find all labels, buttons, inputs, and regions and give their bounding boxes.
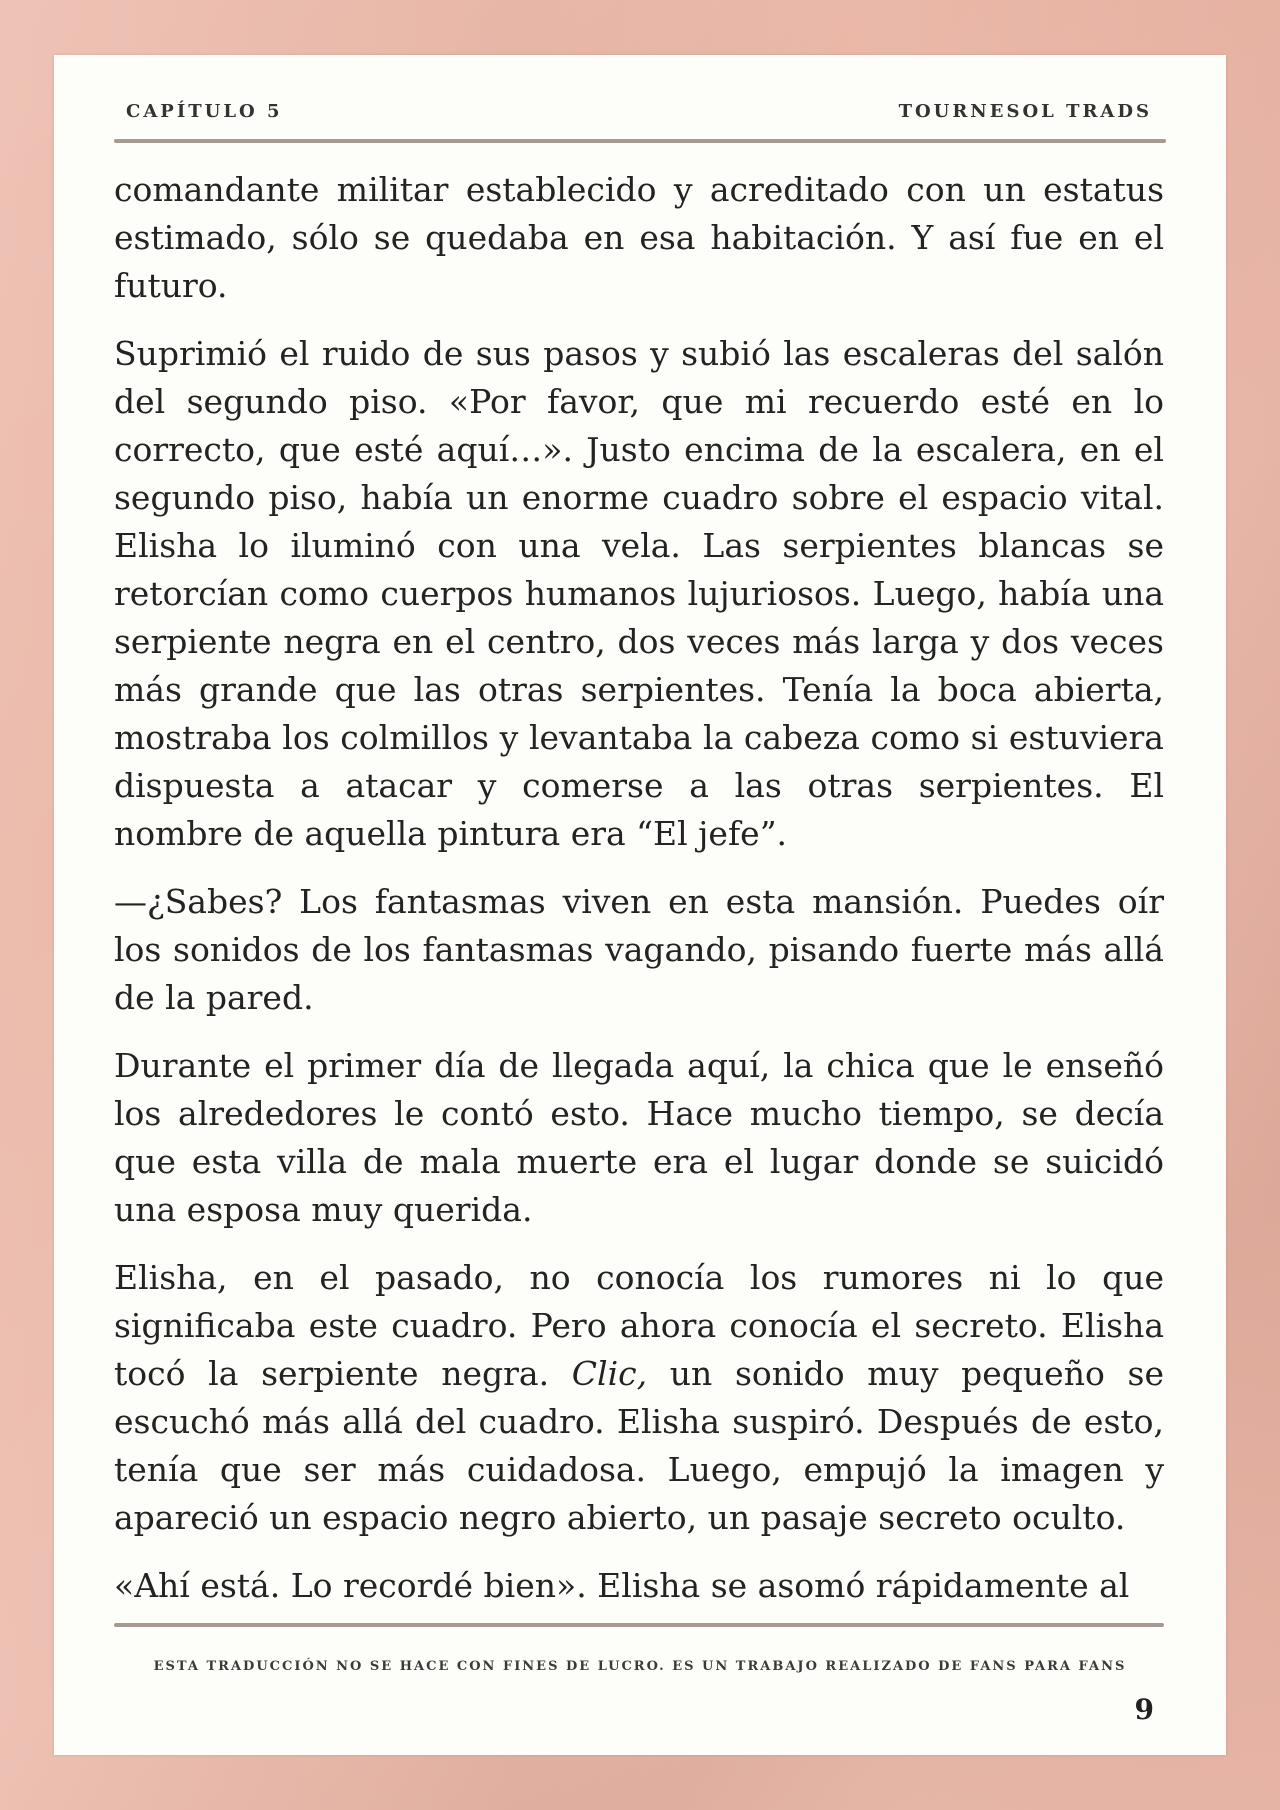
page-header: [114, 101, 1166, 141]
group-label: TOURNESOL TRADS: [898, 101, 1152, 122]
page-body: [114, 166, 1164, 1610]
chapter-label: CAPÍTULO 5: [126, 101, 283, 122]
footer-divider: [114, 1623, 1164, 1627]
footer-note: ESTA TRADUCCIÓN NO SE HACE CON FINES DE LUCRO. ES UN TRABAJO REALIZADO DE FANS PARA FANS: [153, 1659, 1127, 1674]
paragraph: —¿Sabes? Los fantasmas viven en esta mansión. Puedes oír los sonidos de los fantasmas vagando, pisando fuerte más allá de la pared.: [114, 882, 1164, 1017]
header-divider: [114, 139, 1166, 143]
paragraph: Suprimió el ruido de sus pasos y subió las escaleras del salón del segundo piso. «Por favor, que mi recuerdo esté en lo correcto, que esté aquí…». Justo encima de la escalera, en el segundo piso, había un enorme cuadro sobre el espacio vital. Elisha lo iluminó con una vela. Las serpientes blancas se retorcían como cuerpos humanos lujuriosos. Luego, había una serpiente negra en el centro, dos veces más larga y dos veces más grande que las otras serpientes. Tenía la boca abierta, mostraba los colmillos y levantaba la cabeza como si estuviera dispuesta a atacar y comerse a las otras serpientes. El nombre de aquella pintura era “El jefe”.: [114, 334, 1164, 853]
book-page: [54, 55, 1226, 1755]
page-number: 9: [1134, 1693, 1154, 1726]
italic-sound: Clic,: [571, 1354, 648, 1393]
paragraph-text: un sonido muy pequeño se escuchó más allá del cuadro. Elisha suspiró. Después de esto, tenía que ser más cuidadosa. Luego, empujó la imagen y apareció un espacio negro abierto, un pasaje secreto oculto.: [114, 1354, 1164, 1537]
paragraph: comandante militar establecido y acreditado con un estatus estimado, sólo se quedaba en esa habitación. Y así fue en el futuro.: [114, 170, 1164, 305]
paragraph: Durante el primer día de llegada aquí, la chica que le enseñó los alrededores le contó esto. Hace mucho tiempo, se decía que esta villa de mala muerte era el lugar donde se suicidó una esposa muy querida.: [114, 1046, 1164, 1229]
paragraph: [114, 1254, 1164, 1542]
paragraph: «Ahí está. Lo recordé bien». Elisha se asomó rápidamente al: [114, 1566, 1130, 1605]
paragraph-text: Elisha, en el pasado, no conocía los rumores ni lo que significaba este cuadro. Pero ahora conocía el secreto. Elisha tocó la serpiente negra.: [114, 1258, 1164, 1393]
